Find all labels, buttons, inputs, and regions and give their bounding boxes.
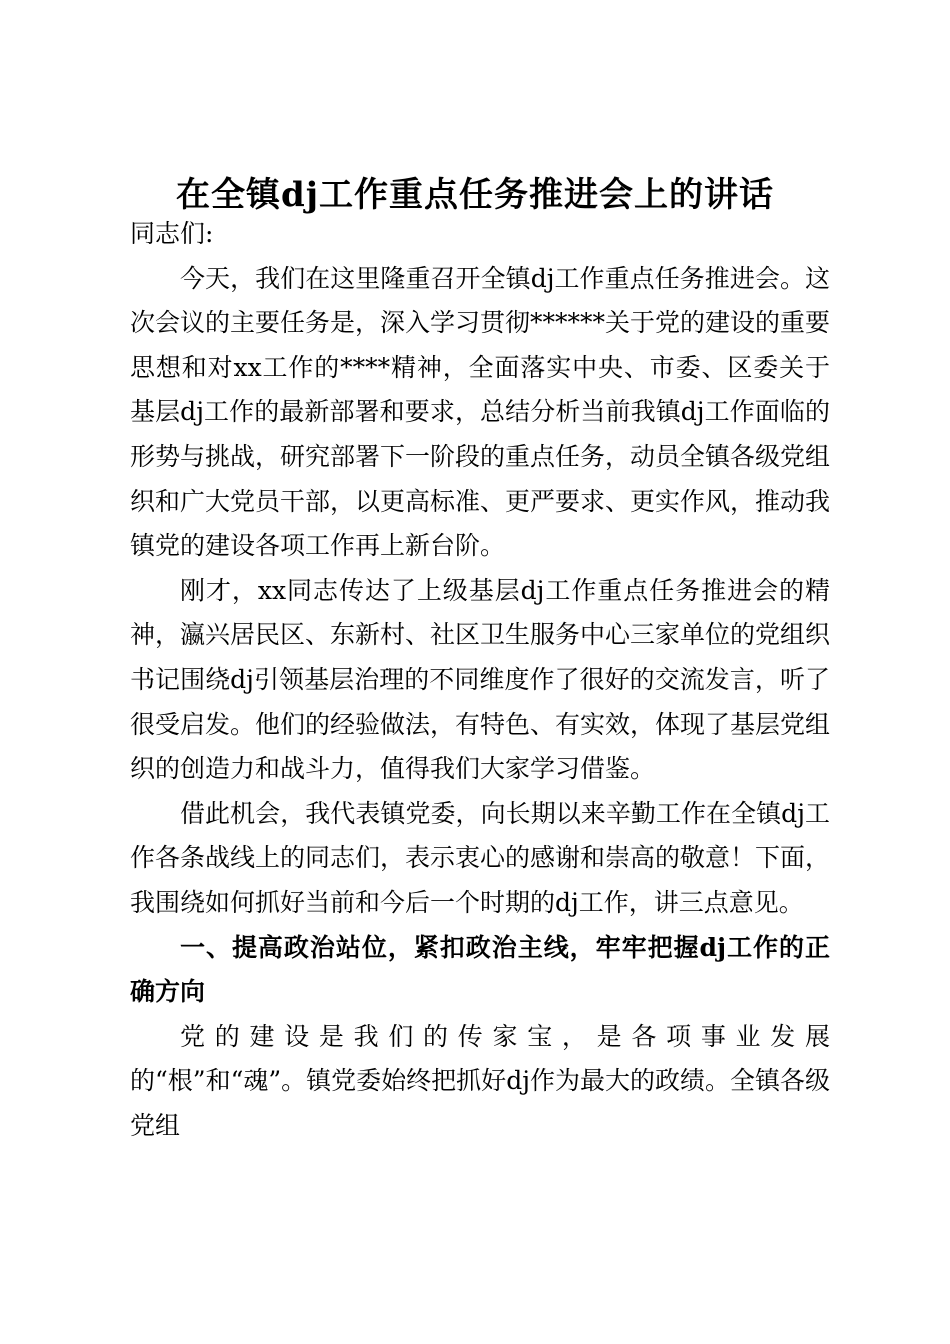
paragraph-section-1: 党的建设是我们的传家宝，是各项事业发展的“根”和“魂”。镇党委始终把抓好dj作为最大的政绩。全镇各级党组 — [130, 1021, 830, 1140]
section-heading-1: 一、提高政治站位，紧扣政治主线，牢牢把握dj工作的正确方向 — [130, 932, 830, 1007]
paragraph-exchange: 刚才，xx同志传达了上级基层dj工作重点任务推进会的精神，瀛兴居民区、东新村、社区卫生服务中心三家单位的党组织书记围绕dj引领基层治理的不同维度作了很好的交流发言，听了很受启发。他们的经验做法，有特色、有实效，体现了基层党组织的创造力和战斗力，值得我们大家学习借鉴。 — [130, 575, 831, 784]
document-body — [130, 212, 830, 1148]
paragraph-thanks: 借此机会，我代表镇党委，向长期以来辛勤工作在全镇dj工作各条战线上的同志们，表示衷心的感谢和崇高的敬意！下面，我围绕如何抓好当前和今后一个时期的dj工作，讲三点意见。 — [130, 798, 831, 917]
salutation: 同志们: — [130, 219, 214, 248]
paragraph-opening: 今天，我们在这里隆重召开全镇dj工作重点任务推进会。这次会议的主要任务是，深入学习贯彻******关于党的建设的重要思想和对xx工作的****精神，全面落实中央、市委、区委关于基层dj工作的最新部署和要求，总结分析当前我镇dj工作面临的形势与挑战，研究部署下一阶段的重点任务，动员全镇各级党组织和广大党员干部，以更高标准、更严要求、更实作风，推动我镇党的建设各项工作再上新台阶。 — [130, 263, 831, 561]
document-title: 在全镇dj工作重点任务推进会上的讲话 — [175, 175, 775, 215]
